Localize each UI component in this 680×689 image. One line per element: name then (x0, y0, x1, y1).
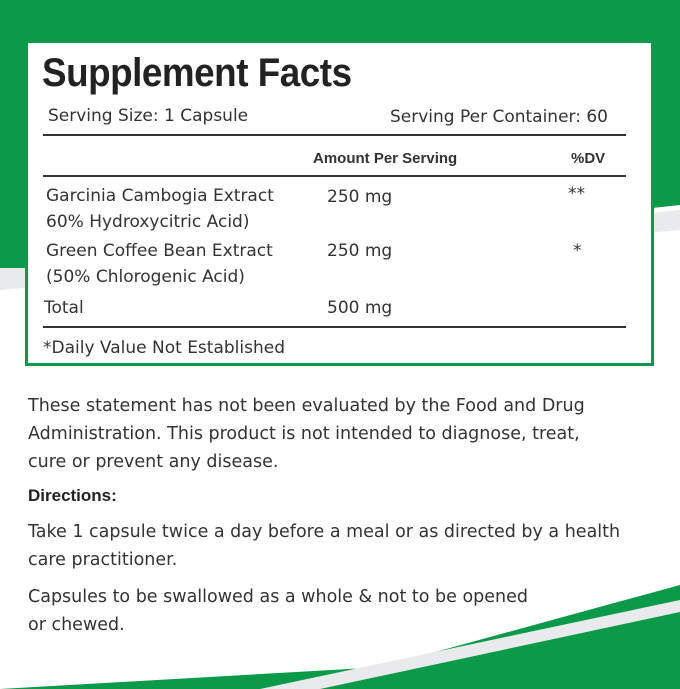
serving-size: Serving Size: 1 Capsule (48, 106, 249, 126)
ingredient-name-line: 60% Hydroxycitric Acid) (46, 212, 250, 232)
divider-top (43, 134, 626, 136)
fda-disclaimer (28, 392, 628, 476)
directions-heading: Directions: (28, 486, 117, 505)
column-header-dv: %DV (571, 150, 606, 167)
ingredient-row-2-dv: * (573, 241, 582, 261)
disclaimer-line: Administration. This product is not intended to diagnose, treat, (28, 424, 580, 444)
disclaimer-line: cure or prevent any disease. (28, 452, 279, 472)
directions-line: Take 1 capsule twice a day before a meal or as directed by a health (28, 522, 621, 542)
ingredient-row-1-amount: 250 mg (327, 187, 393, 207)
directions-paragraph-2 (28, 583, 588, 639)
ingredient-name-line: (50% Chlorogenic Acid) (46, 267, 245, 287)
directions-line: Capsules to be swallowed as a whole & not to be opened (28, 587, 529, 607)
divider-header (43, 175, 626, 177)
total-row-amount: 500 mg (327, 298, 393, 318)
supplement-facts-panel (25, 40, 654, 366)
directions-line: or chewed. (28, 615, 125, 635)
directions-paragraph-1 (28, 518, 638, 574)
directions-line: care practitioner. (28, 550, 178, 570)
panel-title: Supplement Facts (42, 51, 352, 95)
daily-value-footnote: *Daily Value Not Established (43, 338, 285, 358)
divider-bottom (43, 326, 626, 328)
column-header-amount: Amount Per Serving (313, 150, 458, 167)
ingredient-row-2-amount: 250 mg (327, 241, 393, 261)
ingredient-row-2-name (46, 238, 273, 290)
serving-per-container: Serving Per Container: 60 (389, 107, 608, 127)
ingredient-row-1-name (46, 183, 274, 235)
disclaimer-line: These statement has not been evaluated by the Food and Drug (28, 396, 585, 416)
total-row-label: Total (44, 298, 84, 318)
ingredient-name-line: Garcinia Cambogia Extract (46, 186, 274, 206)
ingredient-row-1-dv: ** (568, 184, 585, 204)
ingredient-name-line: Green Coffee Bean Extract (46, 241, 273, 261)
